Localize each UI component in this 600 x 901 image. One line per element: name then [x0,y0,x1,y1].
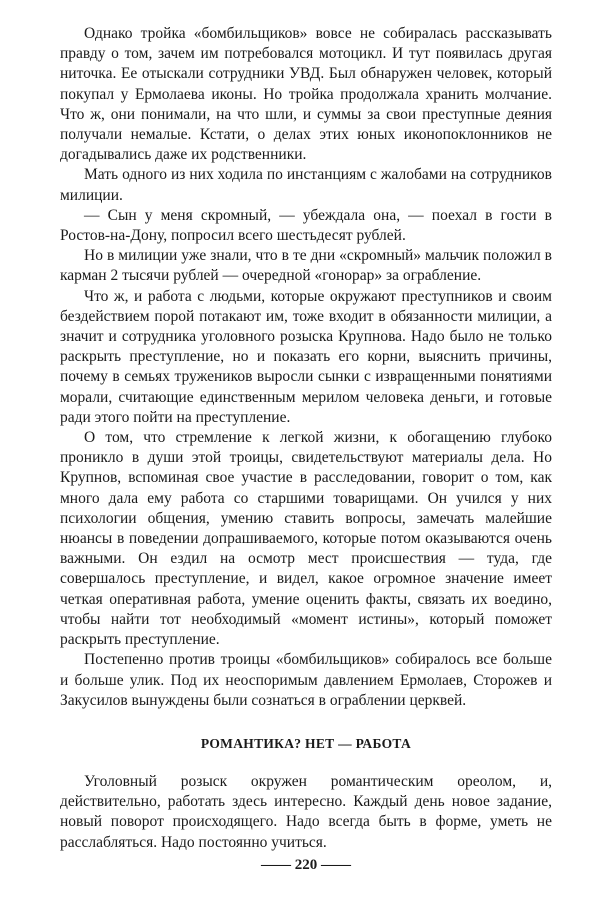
paragraph-7: Постепенно против троицы «бомбильщиков» собиралось все больше и больше улик. Под их неоспоримым давлением Ермолаев, Сторожев и Закусилов вынуждены были сознаться в ограблении церквей. [60,651,552,709]
paragraph-5: Что ж, и работа с людьми, которые окружают преступников и своим бездействием порой потакают им, тоже входит в обязанности милиции, а значит и сотрудника уголовного розыска Крупнова. Надо было не только раскрыть преступление, но и показать его корни, выяснить причины, почему в семьях тружеников выросли сынки с извращенными понятиями морали, считающие единственным мерилом человека деньги, и готовые ради этого пойти на преступление. [60,287,552,426]
section-paragraph-1: Уголовный розыск окружен романтическим ореолом, и, действительно, работать здесь интересно. Каждый день новое задание, новый поворот происходящего. Надо всегда быть в форме, уметь не расслабляться. Надо постоянно учиться. [60,773,552,851]
paragraph-1: Однако тройка «бомбильщиков» вовсе не собиралась рассказывать правду о том, зачем им потребовался мотоцикл. И тут появилась другая ниточка. Ее отыскали сотрудники УВД. Был обнаружен человек, который покупал у Ермолаева иконы. Но тройка продолжала хранить молчание. Что ж, они понимали, на что шли, и суммы за свои преступные деяния получали немалые. Кстати, о делах этих юных иконопоклонников не догадывались даже их родственники. [60,25,552,164]
page-number: —— 220 —— [261,857,351,873]
paragraph-3: — Сын у меня скромный, — убеждала она, — поехал в гости в Ростов-на-Дону, попросил всего шестьдесят рублей. [60,206,552,245]
body-text [60,24,552,711]
paragraph-4: Но в милиции уже знали, что в те дни «скромный» мальчик положил в карман 2 тысячи рублей — очередной «гонорар» за ограбление. [60,247,552,285]
section-body [60,772,552,853]
section-heading: РОМАНТИКА? НЕТ — РАБОТА [200,736,412,751]
paragraph-6: О том, что стремление к легкой жизни, к обогащению глубоко проникло в души этой троицы, свидетельствуют материалы дела. Но Крупнов, вспоминая свое участие в расследовании, говорит о том, как много дала ему работа со старшими товарищами. Он учился у них психологии общения, умению ставить вопросы, замечать малейшие нюансы в поведении допрашиваемого, которые потом оказываются очень важными. Он ездил на осмотр мест происшествия — туда, где совершалось преступление, и видел, какое огромное значение имеет четкая оперативная работа, умение оценить факты, связать их воедино, чтобы найти тот необходимый «момент истины», который поможет раскрыть преступление. [60,429,552,649]
paragraph-2: Мать одного из них ходила по инстанциям с жалобами на сотрудников милиции. [60,166,552,204]
